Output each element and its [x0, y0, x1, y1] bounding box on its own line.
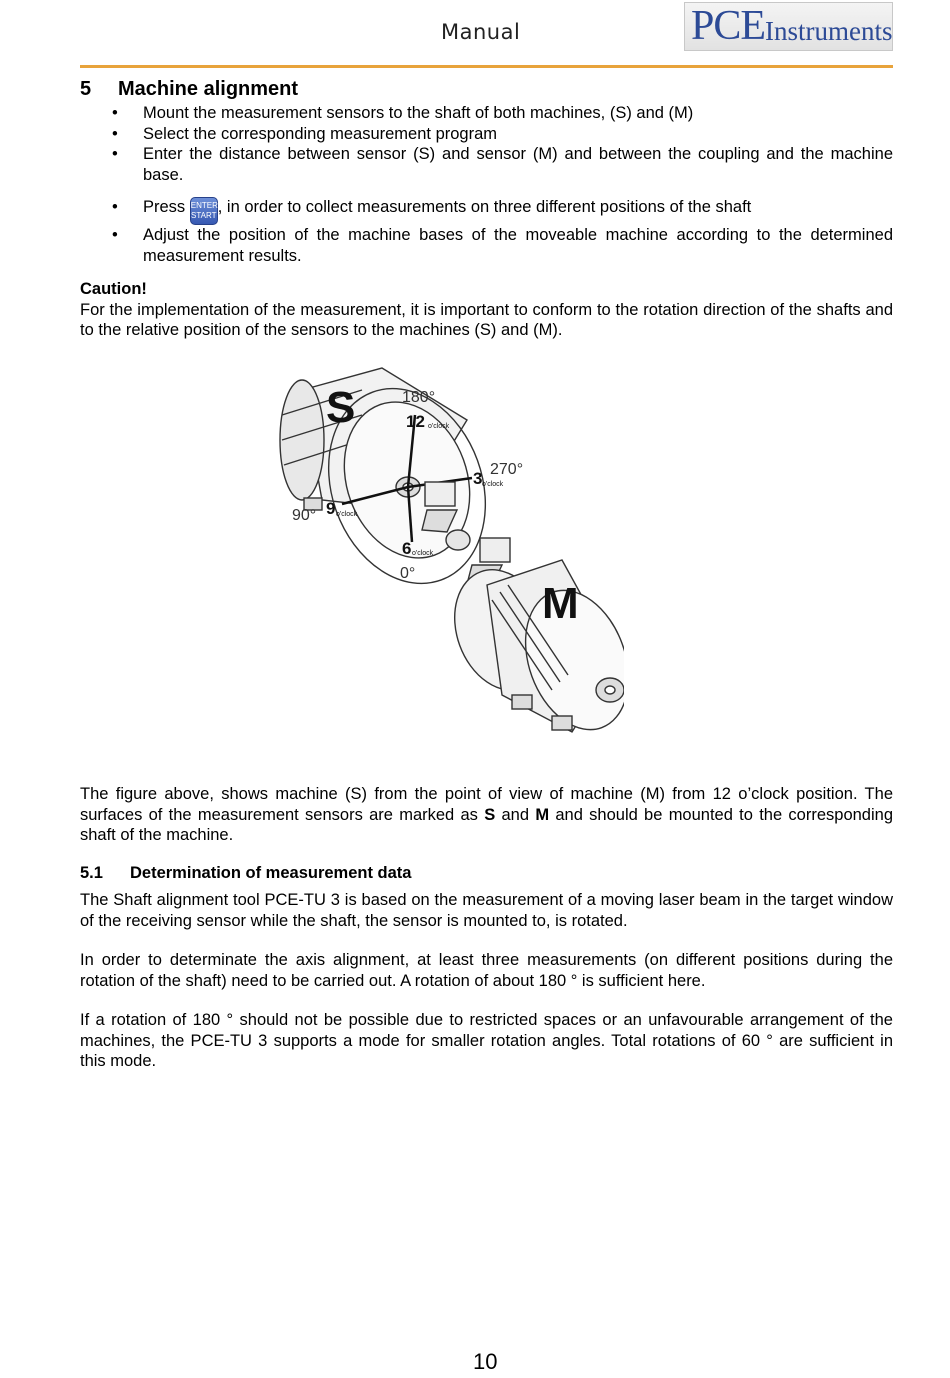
- key-label-enter: ENTER: [190, 201, 218, 210]
- figure-description-text: The figure above, shows machine (S) from the point of view of machine (M) from 12 o’clock position. The surfaces of the measurement sensors are marked as: [80, 785, 893, 824]
- list-item: • Enter the distance between sensor (S) and sensor (M) and between the coupling and the machine base.: [80, 144, 893, 185]
- sensor-label-s: S: [484, 805, 496, 824]
- caution-block: [80, 279, 893, 341]
- list-item: • Mount the measurement sensors to the shaft of both machines, (S) and (M): [80, 103, 893, 124]
- clock-6-oclock: o'clock: [412, 550, 434, 557]
- paragraph: If a rotation of 180 ° should not be possible due to restricted spaces or an unfavourable arrangement of the machines, the PCE-TU 3 supports a mode for smaller rotation angles. Total rotations of 60 ° are sufficient in this mode.: [80, 1011, 893, 1070]
- figure-description-end: and should be mounted to the corresponding shaft of the machine.: [80, 805, 893, 844]
- subsection-number: 5.1: [80, 864, 103, 882]
- subsection-heading: [80, 864, 411, 883]
- label-0-deg: 0°: [400, 565, 416, 582]
- subsection-title: Determination of measurement data: [130, 864, 412, 882]
- pce-logo: [684, 2, 893, 51]
- clock-3: 3: [473, 469, 483, 488]
- paragraph: In order to determinate the axis alignment, at least three measurements (on different positions during the rotation of the shaft) need to be carried out. A rotation of about 180 ° is sufficient here.: [80, 951, 893, 990]
- press-text-continued: , in order to collect measurements on three different positions of the shaft: [217, 198, 752, 216]
- press-text: Press: [143, 198, 190, 216]
- clock-6: 6: [402, 539, 412, 558]
- clock-9-oclock: o'clock: [336, 511, 358, 518]
- list-item: [80, 197, 893, 225]
- list-item: • Select the corresponding measurement program: [80, 124, 893, 145]
- paragraph: The Shaft alignment tool PCE-TU 3 is based on the measurement of a moving laser beam in the target window of the receiving sensor while the shaft, the sensor is mounted to, is rotated.: [80, 891, 893, 930]
- and-text: and: [495, 805, 536, 824]
- machine-alignment-figure: [262, 360, 624, 752]
- label-m: M: [542, 579, 579, 628]
- label-270-deg: 270°: [490, 461, 524, 478]
- label-180-deg: 180°: [402, 389, 436, 406]
- section-heading: [80, 78, 298, 101]
- caution-title: Caution!: [80, 280, 147, 298]
- sensor-label-m: M: [535, 805, 550, 824]
- clock-12: 12: [406, 412, 425, 431]
- figure-description: [80, 784, 893, 846]
- section-title: Machine alignment: [118, 78, 299, 100]
- label-90-deg: 90°: [292, 507, 317, 524]
- section-number: 5: [80, 78, 92, 100]
- page-number: 10: [473, 1349, 498, 1374]
- list-item: • Adjust the position of the machine bases of the moveable machine according to the determined measurement results.: [80, 225, 893, 266]
- label-s: S: [326, 383, 356, 432]
- clock-9: 9: [326, 499, 336, 518]
- enter-start-key-icon: [190, 197, 218, 225]
- caution-text: For the implementation of the measurement, it is important to conform to the rotation direction of the shafts and to the relative position of the sensors to the machines (S) and (M).: [80, 300, 893, 339]
- logo-text-pce: PCE: [691, 3, 766, 49]
- clock-3-oclock: o'clock: [482, 481, 504, 488]
- logo-text-instruments: Instruments: [765, 16, 893, 46]
- bullet-list: [80, 103, 893, 266]
- header-title: Manual: [441, 20, 521, 44]
- key-label-start: START: [191, 211, 217, 220]
- clock-12-oclock: o'clock: [428, 423, 450, 430]
- header-rule: [80, 65, 893, 68]
